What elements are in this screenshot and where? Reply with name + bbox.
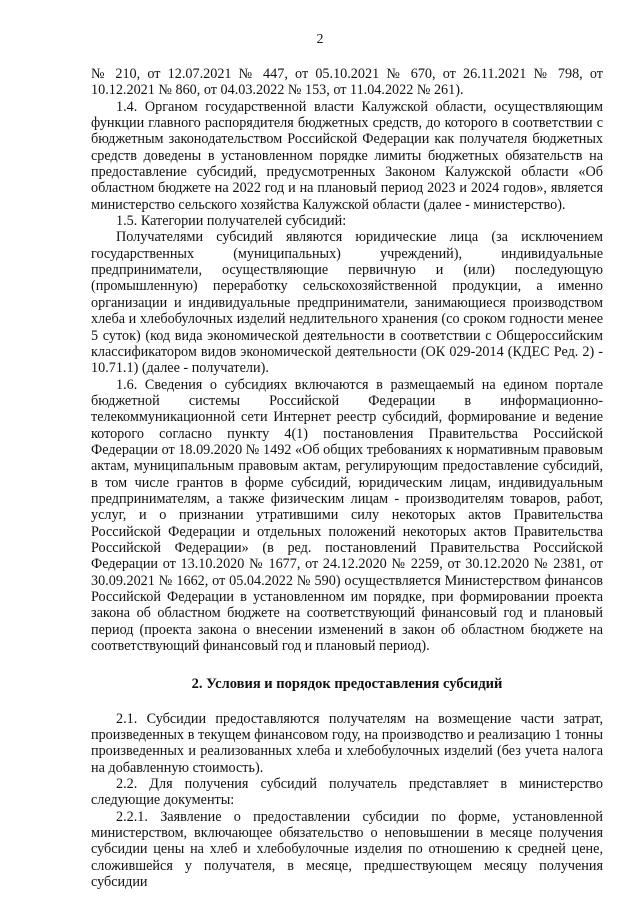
paragraph-p22: 2.2. Для получения субсидий получатель представляет в министерство следующие документы: xyxy=(91,776,603,809)
paragraph-p15: 1.5. Категории получателей субсидий: xyxy=(116,213,347,230)
page-number: 2 xyxy=(316,32,324,47)
document-body xyxy=(91,66,603,891)
paragraph-p15b: Получателями субсидий являются юридические лица (за исключением государственных (муниципальных) учреждений), индивидуальные предприниматели, осуществляющие первичную и (или) последующую (промышленную) переработку сельскохозяйственной продукции, а именно организации и индивидуальные предприниматели, занимающиеся производством хлеба и хлебобулочных изделий недлительного хранения (со сроком годности менее 5 суток) (код вида экономической деятельности в соответствии с Общероссийским классификатором видов экономической деятельности (ОК 029-2014 (КДЕС Ред. 2) - 10.71.1) (далее - получатели). xyxy=(91,229,603,377)
section-2 xyxy=(91,711,603,891)
paragraph-p16: 1.6. Сведения о субсидиях включаются в размещаемый на едином портале бюджетной системы Российской Федерации в информационно-телекоммуникационной сети Интернет реестр субсидий, формирование и ведение которого согласно пункту 4(1) постановления Правительства Российской Федерации от 18.09.2020 № 1492 «Об общих требованиях к нормативным правовым актам, муниципальным правовым актам, регулирующим предоставление субсидий, в том числе грантов в форме субсидий, юридическим лицам, индивидуальным предпринимателям, а также физическим лицам - производителям товаров, работ, услуг, и о признании утратившими силу некоторых актов Правительства Российской Федерации и отдельных положений некоторых актов Правительства Российской Федерации» (в ред. постановлений Правительства Российской Федерации от 13.10.2020 № 1677, от 24.12.2020 № 2259, от 30.12.2020 № 2381, от 30.09.2021 № 1662, от 05.04.2022 № 590) осуществляется Министерством финансов Российской Федерации в установленном им порядке, при формировании проекта закона об областном бюджете на соответствующий финансовый год и плановый период (проекта закона о внесении изменений в закон об областном бюджете на соответствующий финансовый год и плановый период). xyxy=(91,376,603,655)
section-heading: 2. Условия и порядок предоставления субсидий xyxy=(191,676,503,693)
section-1-continued xyxy=(91,66,603,654)
paragraph-p14: 1.4. Органом государственной власти Калужской области, осуществляющим функции главного распорядителя бюджетных средств, до которого в соответствии с бюджетным законодательством Российской Федерации как получателя бюджетных средств доведены в установленном порядке лимиты бюджетных обязательств на предоставление субсидий, предусмотренных Законом Калужской области «Об областном бюджете на 2022 год и на плановый период 2023 и 2024 годов», является министерство сельского хозяйства Калужской области (далее - министерство). xyxy=(91,98,603,213)
paragraph-p221: 2.2.1. Заявление о предоставлении субсидии по форме, установленной министерством, включающее обязательство о неповышении в месяце получения субсидии цены на хлеб и хлебобулочные изделия по отношению к средней цене, сложившейся у получателя, в месяце, предшествующем месяцу получения субсидии xyxy=(91,808,603,891)
paragraph-p21: 2.1. Субсидии предоставляются получателям на возмещение части затрат, произведенных в текущем финансовом году, на производство и реализацию 1 тонны произведенных и реализованных хлеба и хлебобулочных изделий (без учета налога на добавленную стоимость). xyxy=(91,710,603,776)
paragraph-cont: № 210, от 12.07.2021 № 447, от 05.10.2021 № 670, от 26.11.2021 № 798, от 10.12.2021 № 860, от 04.03.2022 № 153, от 11.04.2022 № 261). xyxy=(91,66,603,99)
